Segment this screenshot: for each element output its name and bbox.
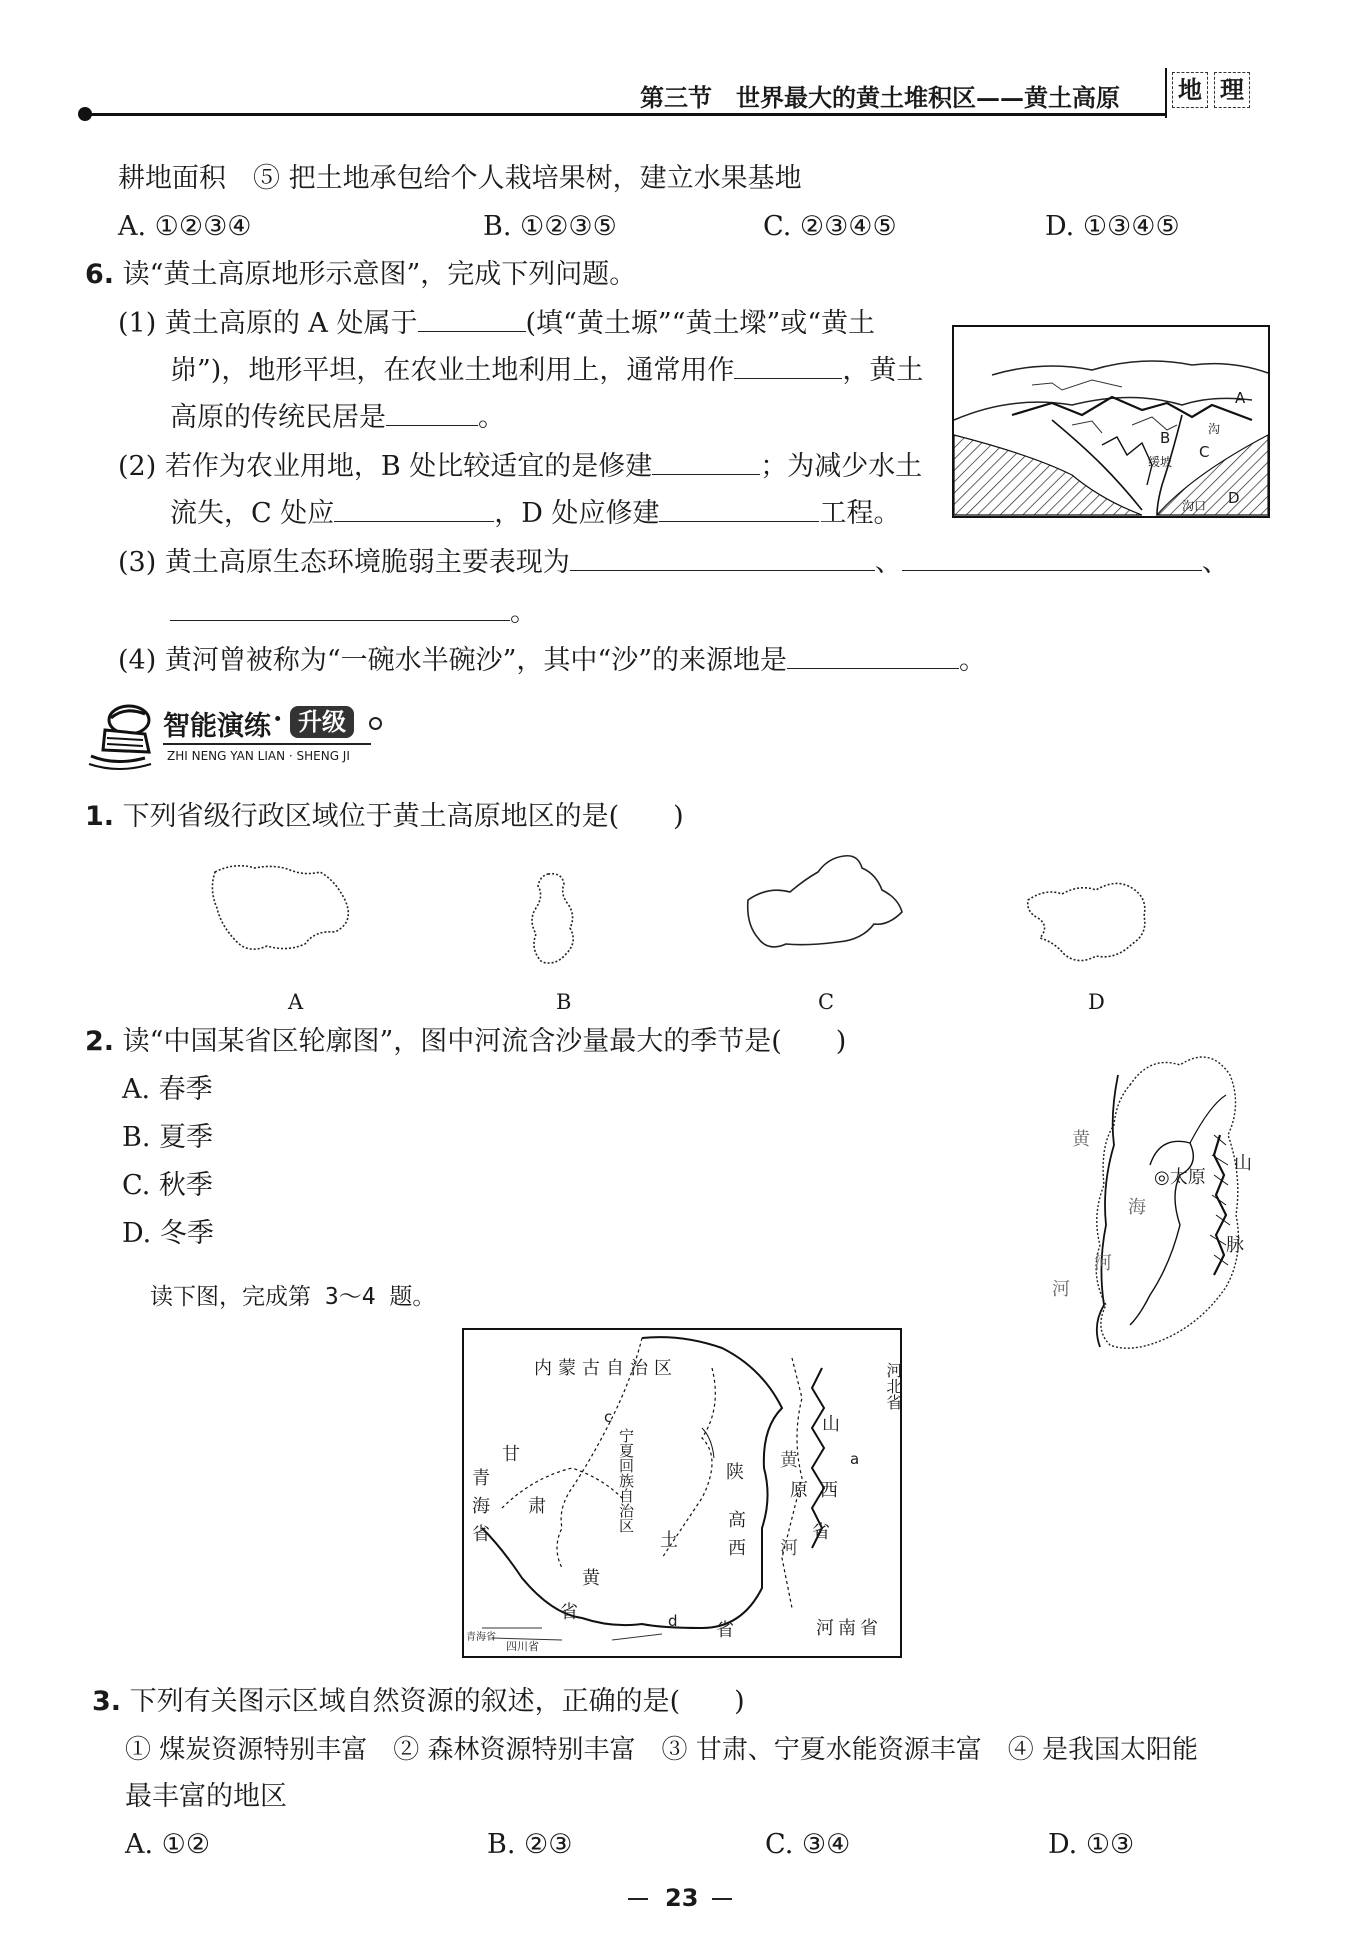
map2-label-hai: 海 [1128,1197,1146,1218]
diagram-label-goukou: 沟口 [1182,499,1207,513]
map2-label-taiyuan: ◎太原 [1154,1167,1206,1188]
q6-number: 6. [85,259,115,290]
q6-p2-text-d: ，D 处应修建 [494,498,660,529]
q6-p3-blank-3[interactable] [170,594,510,621]
q6-stem-text: 读“黄土高原地形示意图”，完成下列问题。 [122,259,637,290]
q6-p3-text-c: 、 [1201,547,1229,578]
q6-p1-text-a: (1) 黄土高原的 A 处属于 [118,308,418,339]
map3-label-shanxi: 山 [822,1414,840,1435]
section-banner [85,700,425,772]
student-reading-icon [85,700,165,772]
province-outline-map-svg [1030,1025,1260,1355]
map2-label-shan: 山 [1234,1153,1252,1174]
q6-p3-text-d: 。 [510,597,537,628]
q6-stem [85,258,636,292]
q6-p4-text-b: 。 [959,645,987,676]
q6-p1-text-f: 。 [478,402,505,433]
province-outline-d-svg [1020,870,1160,970]
diagram-label-huanpo: 缓坡 [1148,455,1173,469]
q1-label-a: A [288,990,304,1014]
q3-stem-text: 下列有关图示区域自然资源的叙述，正确的是( ) [129,1686,745,1717]
q5-option-a[interactable]: A. ①②③④ [118,211,252,242]
map3-label-shanxi-sheng: 省 [812,1522,830,1543]
q6-p4-line [118,642,986,678]
footer-dash-right [712,1898,732,1900]
q6-p1-blank-3[interactable] [386,399,478,426]
q1-label-c: C [818,990,835,1014]
q6-p2-blank-3[interactable] [659,495,819,522]
map3-label-qinghai-small: 青海省 [466,1632,496,1643]
diagram-label-gou: 沟 [1208,422,1221,436]
map3-label-shanxi-xi: 西 [820,1480,838,1501]
map3-label-gao: 高 [728,1510,746,1531]
q3-option-c[interactable]: C. ③④ [765,1829,851,1860]
q6-p3-line1 [118,544,1229,580]
q2-number: 2. [85,1026,115,1057]
q6-p3-text-b: 、 [874,547,902,578]
map3-label-gan: 甘 [502,1444,520,1465]
q3-line1: ① 煤炭资源特别丰富 ② 森林资源特别丰富 ③ 甘肃、宁夏水能资源丰富 ④ 是我国太阳能 [125,1735,1199,1765]
province-outline-b-svg [520,870,590,970]
q5-option-b[interactable]: B. ①②③⑤ [483,211,617,242]
q6-p1-line3 [170,399,505,435]
q6-p1-line2 [170,352,923,388]
map2-label-he1: 河 [1094,1253,1112,1274]
q6-p2-text-e: 工程。 [819,498,901,529]
diagram-label-c: C [1199,443,1210,461]
q6-p2-text-b: ；为减少水土 [760,451,923,482]
q6-p1-blank-1[interactable] [418,305,526,332]
map3-label-a: a [850,1450,860,1468]
header-vrule [1165,68,1167,118]
q1-label-d: D [1088,990,1105,1014]
section-title: 智能演练 [163,711,271,742]
q6-p1-text-d: ，黄土 [842,355,924,386]
q6-p2-text-a: (2) 若作为农业用地，B 处比较适宜的是修建 [118,451,653,482]
q6-p4-text-a: (4) 黄河曾被称为“一碗水半碗沙”，其中“沙”的来源地是 [118,645,788,676]
q2-option-b[interactable]: B. 夏季 [122,1122,214,1153]
map3-label-qinghai-1: 青 [472,1468,490,1489]
subject-char-1: 地 [1172,72,1208,108]
province-outline-a-svg [205,860,365,960]
header-rule [80,113,1165,116]
subject-char-2: 理 [1214,72,1250,108]
map3-label-shaanxi: 陕 [726,1462,744,1483]
province-outline-map [1030,1025,1260,1355]
map3-label-xi: 西 [728,1538,746,1559]
q3-stem [92,1685,745,1719]
page-number: 23 [665,1884,699,1912]
q6-p3-line2 [170,594,537,630]
map3-label-qinghai-3: 省 [472,1524,490,1545]
q6-p1-line1 [118,305,875,341]
map3-label-su: 肃 [528,1496,546,1517]
q5-option-d[interactable]: D. ①③④⑤ [1045,211,1180,242]
q2-option-a[interactable]: A. 春季 [122,1074,213,1105]
map3-label-ningxia: 宁夏回族自治区 [617,1428,635,1533]
section-pinyin: ZHI NENG YAN LIAN · SHENG JI [167,749,350,763]
map3-label-qinghai-2: 海 [472,1496,490,1517]
map3-label-tu: 土 [660,1530,678,1551]
loess-landform-svg [952,325,1270,518]
section-badge: 升级 [290,706,354,738]
map2-label-huang: 黄 [1072,1129,1090,1150]
map3-label-henan: 河南省 [816,1618,882,1639]
diagram-label-a: A [1235,389,1246,407]
q6-p3-blank-2[interactable] [902,544,1202,571]
q6-p2-line2 [170,495,900,531]
q6-p1-text-c: 峁”)，地形平坦，在农业土地利用上，通常用作 [170,355,735,386]
q1-outline-d[interactable] [1020,870,1160,970]
q2-option-c[interactable]: C. 秋季 [122,1170,213,1201]
q5-option-c[interactable]: C. ②③④⑤ [763,211,897,242]
loess-plateau-map [462,1328,902,1658]
q5-tail-line: 耕地面积 ⑤ 把土地承包给个人栽培果树，建立水果基地 [118,163,802,194]
q1-stem-text: 下列省级行政区域位于黄土高原地区的是( ) [122,801,684,832]
q6-p1-text-e: 高原的传统民居是 [170,402,386,433]
map3-label-sichuan: 四川省 [506,1640,539,1653]
map3-label-huang: 黄 [582,1568,600,1589]
map3-label-sheng1: 省 [560,1602,578,1623]
q6-p2-line1 [118,448,922,484]
map3-label-c: c [604,1408,613,1426]
map2-label-he2: 河 [1052,1279,1070,1300]
diagram-label-b: B [1160,429,1171,447]
q3-option-a[interactable]: A. ①② [125,1829,211,1860]
map3-label-yuan: 原 [790,1480,808,1501]
diagram-label-d: D [1228,489,1240,507]
q2-stem-text: 读“中国某省区轮廓图”，图中河流含沙量最大的季节是( ) [122,1026,847,1057]
q1-stem [85,800,684,834]
map3-label-he-river: 河 [780,1538,798,1559]
q1-label-b: B [556,990,572,1014]
q1-number: 1. [85,801,115,832]
q6-p2-text-c: 流失，C 处应 [170,498,335,529]
q6-p4-blank[interactable] [787,642,959,669]
map3-label-neimenggu: 内蒙古自治区 [534,1358,678,1379]
q6-p1-blank-2[interactable] [734,352,842,379]
q6-p3-text-a: (3) 黄土高原生态环境脆弱主要表现为 [118,547,570,578]
province-outline-c-svg [738,850,908,965]
footer-dash-left [628,1898,648,1900]
q1-outline-b[interactable] [520,870,590,970]
q3-option-d[interactable]: D. ①③ [1048,1829,1135,1860]
q3-option-b[interactable]: B. ②③ [487,1829,573,1860]
chapter-title: 第三节 世界最大的黄土堆积区——黄土高原 [640,83,1120,112]
map3-label-huang-river: 黄 [780,1450,798,1471]
map3-label-d: d [668,1612,678,1630]
q2-stem [85,1025,846,1059]
subject-tag [1172,72,1256,108]
q6-p2-blank-2[interactable] [334,495,494,522]
q2-option-d[interactable]: D. 冬季 [122,1218,214,1249]
loess-landform-diagram [952,325,1270,518]
q6-p3-blank-1[interactable] [570,544,875,571]
map2-label-mai: 脉 [1226,1235,1244,1256]
q3-line2: 最丰富的地区 [125,1781,287,1812]
section-rule [163,743,371,745]
section-dot: · [273,704,283,735]
q1-outline-a[interactable] [205,860,365,960]
q6-p1-text-b: (填“黄土塬”“黄土墚”或“黄土 [525,308,876,339]
section-badge-dot [369,717,382,730]
map3-label-sheng2: 省 [716,1620,734,1641]
q3-number: 3. [92,1686,122,1717]
q1-outline-c[interactable] [738,850,908,965]
map3-label-hebei: 河北省 [884,1362,903,1410]
read-prompt: 读下图，完成第 3～4 题。 [150,1284,436,1310]
q6-p2-blank-1[interactable] [652,448,760,475]
header-rule-dot [78,107,92,121]
